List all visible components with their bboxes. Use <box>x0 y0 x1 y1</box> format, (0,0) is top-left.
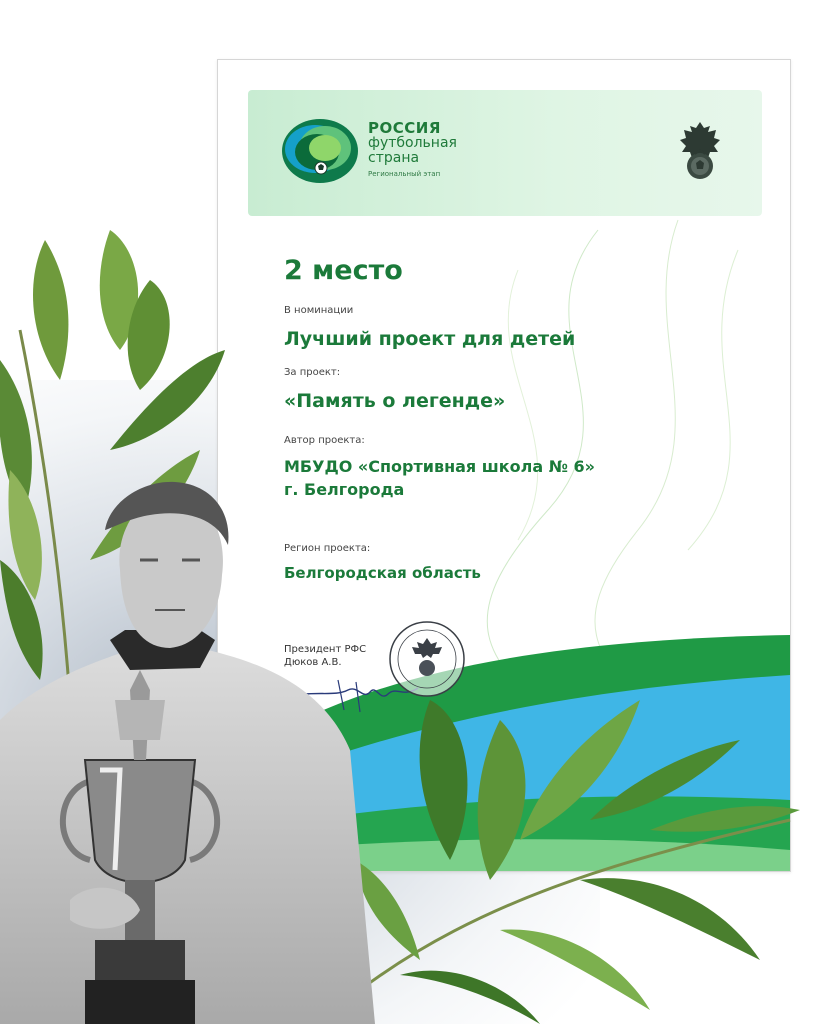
brand-line3: страна <box>368 150 420 166</box>
rfs-eagle-emblem-icon <box>676 118 724 186</box>
certificate-header <box>248 90 762 216</box>
russia-football-country-logo-icon <box>281 118 359 184</box>
rfs-seal-icon <box>388 620 466 698</box>
place-title: 2 место <box>284 255 403 286</box>
author-label: Автор проекта: <box>284 435 365 446</box>
region-value: Белгородская область <box>284 564 481 582</box>
brand-text <box>368 120 457 180</box>
president-title: Президент РФС <box>284 644 367 655</box>
author-value-line1: МБУДО «Спортивная школа № 6» <box>284 457 595 476</box>
project-value: «Память о легенде» <box>284 390 506 412</box>
region-label: Регион проекта: <box>284 543 371 554</box>
nomination-value: Лучший проект для детей <box>284 328 576 350</box>
president-name: Дюков А.В. <box>284 657 342 668</box>
author-value-line2: г. Белгорода <box>284 480 405 499</box>
project-label: За проект: <box>284 367 341 378</box>
nomination-label: В номинации <box>284 305 354 316</box>
brand-line4: Региональный этап <box>368 170 441 178</box>
brand-line1: РОССИЯ <box>368 119 441 137</box>
brand-line2: футбольная <box>368 135 457 151</box>
person-with-trophy-photo <box>0 470 380 1024</box>
